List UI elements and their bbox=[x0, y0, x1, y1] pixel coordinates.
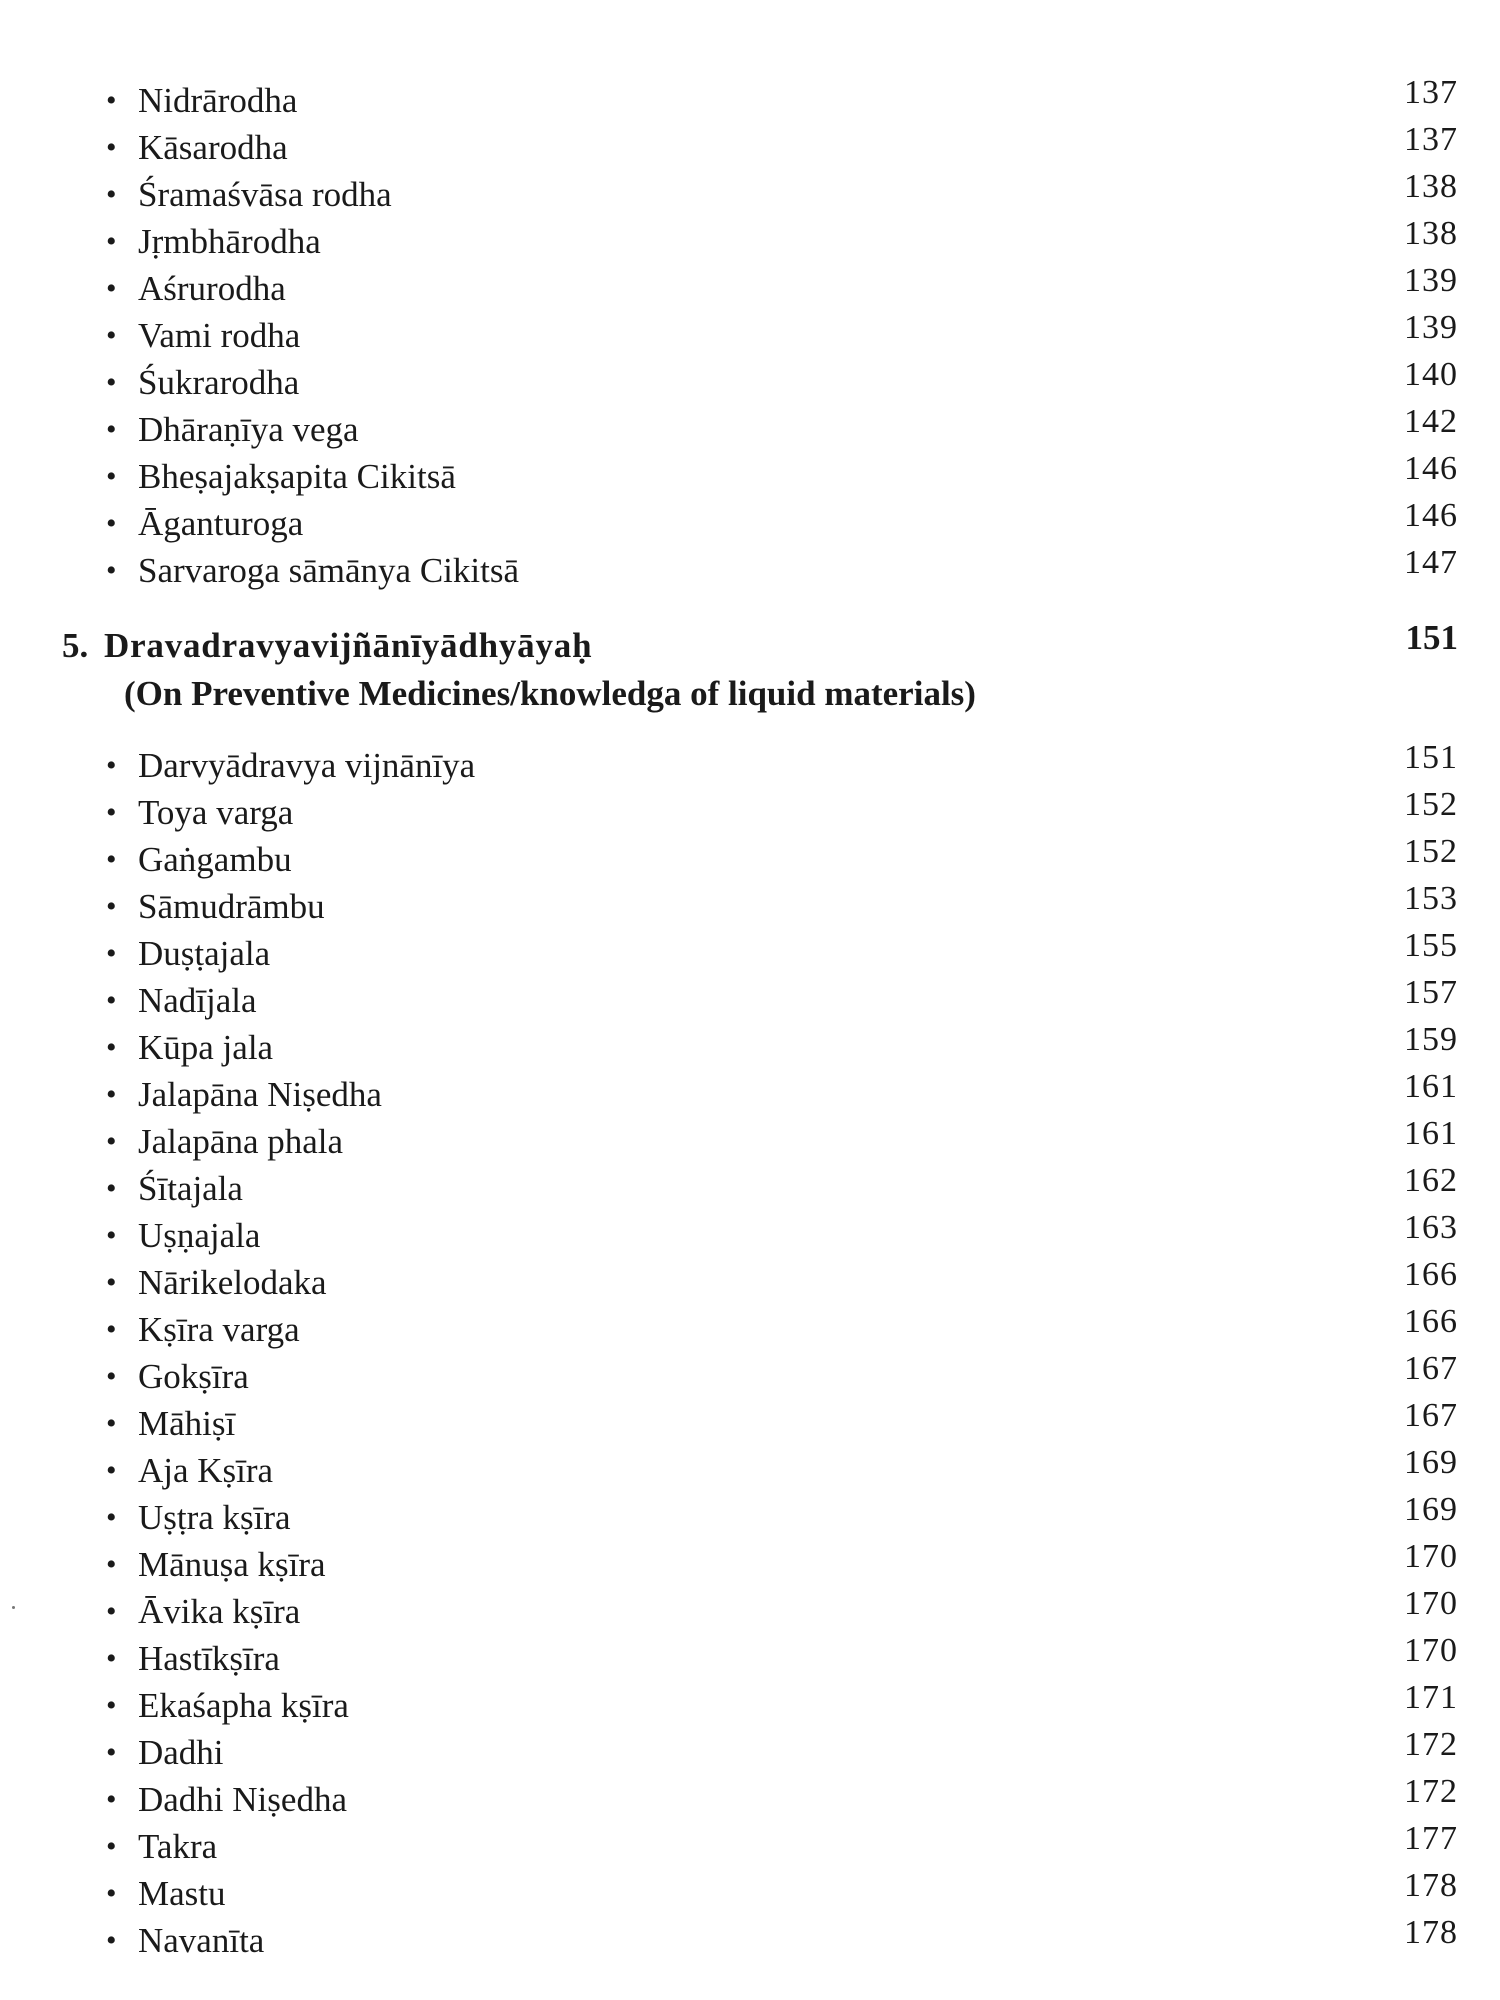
bullet-icon: • bbox=[106, 1125, 117, 1158]
entry-page-number: 170 bbox=[1404, 1585, 1458, 1622]
entry-title: Ekaśapha kṣīra bbox=[138, 1686, 349, 1725]
entry-title: Āvika kṣīra bbox=[138, 1592, 301, 1631]
bullet-icon: • bbox=[106, 1877, 117, 1910]
entry-title: Śukrarodha bbox=[138, 363, 300, 402]
entry-title: Mastu bbox=[138, 1874, 226, 1913]
entry-title: Māhiṣī bbox=[138, 1404, 236, 1443]
bullet-icon: • bbox=[106, 1548, 117, 1581]
chapter-title: Dravadravyavijñānīyādhyāyaḥ bbox=[104, 626, 593, 665]
toc-entry bbox=[0, 1632, 1500, 1685]
entry-title: Jalapāna phala bbox=[138, 1122, 344, 1161]
bullet-icon: • bbox=[106, 937, 117, 970]
entry-page-number: 178 bbox=[1404, 1867, 1458, 1904]
toc-entry bbox=[0, 786, 1500, 839]
toc-entry bbox=[0, 356, 1500, 409]
toc-entry bbox=[0, 1209, 1500, 1262]
entry-title: Aja Kṣīra bbox=[138, 1451, 274, 1490]
entry-page-number: 171 bbox=[1404, 1679, 1458, 1716]
bullet-icon: • bbox=[106, 272, 117, 305]
entry-title: Vami rodha bbox=[138, 316, 301, 355]
toc-entry bbox=[0, 974, 1500, 1027]
chapter-subtitle: (On Preventive Medicines/knowledga of liquid materials) bbox=[124, 674, 976, 713]
toc-entry bbox=[0, 215, 1500, 268]
bullet-icon: • bbox=[106, 1407, 117, 1440]
entry-page-number: 169 bbox=[1404, 1444, 1458, 1481]
bullet-icon: • bbox=[106, 1078, 117, 1111]
entry-title: Śramaśvāsa rodha bbox=[138, 175, 392, 214]
entry-title: Kūpa jala bbox=[138, 1028, 274, 1067]
entry-title: Śītajala bbox=[138, 1169, 243, 1208]
entry-page-number: 170 bbox=[1404, 1632, 1458, 1669]
bullet-icon: • bbox=[106, 1595, 117, 1628]
entry-page-number: 157 bbox=[1404, 974, 1458, 1011]
bullet-icon: • bbox=[106, 1031, 117, 1064]
chapter-page-number: 151 bbox=[1405, 618, 1458, 657]
toc-entry bbox=[0, 544, 1500, 597]
entry-page-number: 161 bbox=[1404, 1068, 1458, 1105]
toc-entry bbox=[0, 1162, 1500, 1215]
entry-page-number: 178 bbox=[1404, 1914, 1458, 1951]
entry-title: Gokṣīra bbox=[138, 1357, 249, 1396]
entry-page-number: 177 bbox=[1404, 1820, 1458, 1857]
toc-entry bbox=[0, 833, 1500, 886]
entry-title: Jṛmbhārodha bbox=[138, 222, 321, 261]
entry-page-number: 137 bbox=[1404, 121, 1458, 158]
bullet-icon: • bbox=[106, 749, 117, 782]
entry-page-number: 146 bbox=[1404, 497, 1458, 534]
toc-entry bbox=[0, 880, 1500, 933]
chapter-number: 5. bbox=[62, 626, 89, 665]
bullet-icon: • bbox=[106, 1642, 117, 1675]
toc-entry bbox=[0, 1914, 1500, 1967]
bullet-icon: • bbox=[106, 1219, 117, 1252]
toc-entry bbox=[0, 1491, 1500, 1544]
bullet-icon: • bbox=[106, 319, 117, 352]
entry-title: Mānuṣa kṣīra bbox=[138, 1545, 326, 1584]
bullet-icon: • bbox=[106, 1266, 117, 1299]
entry-title: Toya varga bbox=[138, 793, 294, 832]
entry-page-number: 138 bbox=[1404, 168, 1458, 205]
entry-page-number: 142 bbox=[1404, 403, 1458, 440]
entry-page-number: 162 bbox=[1404, 1162, 1458, 1199]
entry-page-number: 167 bbox=[1404, 1397, 1458, 1434]
bullet-icon: • bbox=[106, 1736, 117, 1769]
entry-title: Duṣṭajala bbox=[138, 934, 271, 973]
toc-entry bbox=[0, 1068, 1500, 1121]
toc-entry bbox=[0, 1303, 1500, 1356]
entry-title: Dhāraṇīya vega bbox=[138, 410, 359, 449]
entry-page-number: 146 bbox=[1404, 450, 1458, 487]
toc-entry bbox=[0, 74, 1500, 127]
bullet-icon: • bbox=[106, 1924, 117, 1957]
entry-page-number: 138 bbox=[1404, 215, 1458, 252]
bullet-icon: • bbox=[106, 1360, 117, 1393]
bullet-icon: • bbox=[106, 1689, 117, 1722]
toc-entry bbox=[0, 168, 1500, 221]
entry-page-number: 140 bbox=[1404, 356, 1458, 393]
bullet-icon: • bbox=[106, 1172, 117, 1205]
bullet-icon: • bbox=[106, 131, 117, 164]
toc-entry bbox=[0, 739, 1500, 792]
entry-page-number: 163 bbox=[1404, 1209, 1458, 1246]
entry-title: Aśrurodha bbox=[138, 269, 286, 308]
scan-speck bbox=[12, 1606, 15, 1609]
entry-page-number: 152 bbox=[1404, 786, 1458, 823]
toc-entry bbox=[0, 1679, 1500, 1732]
entry-page-number: 137 bbox=[1404, 74, 1458, 111]
toc-entry bbox=[0, 1773, 1500, 1826]
toc-entry bbox=[0, 403, 1500, 456]
entry-page-number: 151 bbox=[1404, 739, 1458, 776]
bullet-icon: • bbox=[106, 366, 117, 399]
toc-entry bbox=[0, 1538, 1500, 1591]
entry-title: Takra bbox=[138, 1827, 218, 1866]
bullet-icon: • bbox=[106, 507, 117, 540]
entry-title: Dadhi bbox=[138, 1733, 224, 1772]
bullet-icon: • bbox=[106, 554, 117, 587]
toc-entry bbox=[0, 1256, 1500, 1309]
entry-title: Gaṅgambu bbox=[138, 840, 292, 879]
toc-entry bbox=[0, 1021, 1500, 1074]
bullet-icon: • bbox=[106, 460, 117, 493]
entry-title: Kṣīra varga bbox=[138, 1310, 300, 1349]
toc-entry bbox=[0, 309, 1500, 362]
entry-title: Āganturoga bbox=[138, 504, 304, 543]
toc-entry bbox=[0, 1115, 1500, 1168]
toc-entry bbox=[0, 1867, 1500, 1920]
entry-page-number: 139 bbox=[1404, 309, 1458, 346]
entry-title: Darvyādravya vijnānīya bbox=[138, 746, 476, 785]
bullet-icon: • bbox=[106, 1783, 117, 1816]
entry-title: Kāsarodha bbox=[138, 128, 288, 167]
bullet-icon: • bbox=[106, 1830, 117, 1863]
bullet-icon: • bbox=[106, 225, 117, 258]
toc-entry bbox=[0, 262, 1500, 315]
bullet-icon: • bbox=[106, 178, 117, 211]
toc-entry bbox=[0, 497, 1500, 550]
bullet-icon: • bbox=[106, 1313, 117, 1346]
entry-page-number: 169 bbox=[1404, 1491, 1458, 1528]
entry-title: Sarvaroga sāmānya Cikitsā bbox=[138, 551, 520, 590]
entry-title: Navanīta bbox=[138, 1921, 265, 1960]
entry-title: Hastīkṣīra bbox=[138, 1639, 280, 1678]
entry-title: Nidrārodha bbox=[138, 81, 298, 120]
toc-entry bbox=[0, 1726, 1500, 1779]
entry-page-number: 147 bbox=[1404, 544, 1458, 581]
toc-entry bbox=[0, 121, 1500, 174]
entry-title: Uṣṇajala bbox=[138, 1216, 261, 1255]
entry-title: Dadhi Niṣedha bbox=[138, 1780, 347, 1819]
entry-page-number: 139 bbox=[1404, 262, 1458, 299]
entry-page-number: 161 bbox=[1404, 1115, 1458, 1152]
bullet-icon: • bbox=[106, 413, 117, 446]
toc-entry bbox=[0, 450, 1500, 503]
bullet-icon: • bbox=[106, 890, 117, 923]
entry-title: Jalapāna Niṣedha bbox=[138, 1075, 382, 1114]
bullet-icon: • bbox=[106, 84, 117, 117]
toc-entry bbox=[0, 1350, 1500, 1403]
entry-page-number: 172 bbox=[1404, 1773, 1458, 1810]
toc-entry bbox=[0, 1444, 1500, 1497]
entry-page-number: 166 bbox=[1404, 1256, 1458, 1293]
toc-entry bbox=[0, 927, 1500, 980]
entry-page-number: 172 bbox=[1404, 1726, 1458, 1763]
entry-page-number: 167 bbox=[1404, 1350, 1458, 1387]
toc-entry bbox=[0, 1820, 1500, 1873]
entry-title: Uṣṭra kṣīra bbox=[138, 1498, 291, 1537]
entry-page-number: 152 bbox=[1404, 833, 1458, 870]
bullet-icon: • bbox=[106, 1501, 117, 1534]
entry-page-number: 155 bbox=[1404, 927, 1458, 964]
bullet-icon: • bbox=[106, 843, 117, 876]
bullet-icon: • bbox=[106, 984, 117, 1017]
entry-title: Bheṣajakṣapita Cikitsā bbox=[138, 457, 456, 496]
toc-entry bbox=[0, 1585, 1500, 1638]
entry-title: Sāmudrāmbu bbox=[138, 887, 325, 926]
entry-title: Nadījala bbox=[138, 981, 257, 1020]
bullet-icon: • bbox=[106, 796, 117, 829]
entry-page-number: 153 bbox=[1404, 880, 1458, 917]
entry-page-number: 159 bbox=[1404, 1021, 1458, 1058]
toc-entry bbox=[0, 1397, 1500, 1450]
entry-title: Nārikelodaka bbox=[138, 1263, 327, 1302]
entry-page-number: 166 bbox=[1404, 1303, 1458, 1340]
bullet-icon: • bbox=[106, 1454, 117, 1487]
entry-page-number: 170 bbox=[1404, 1538, 1458, 1575]
